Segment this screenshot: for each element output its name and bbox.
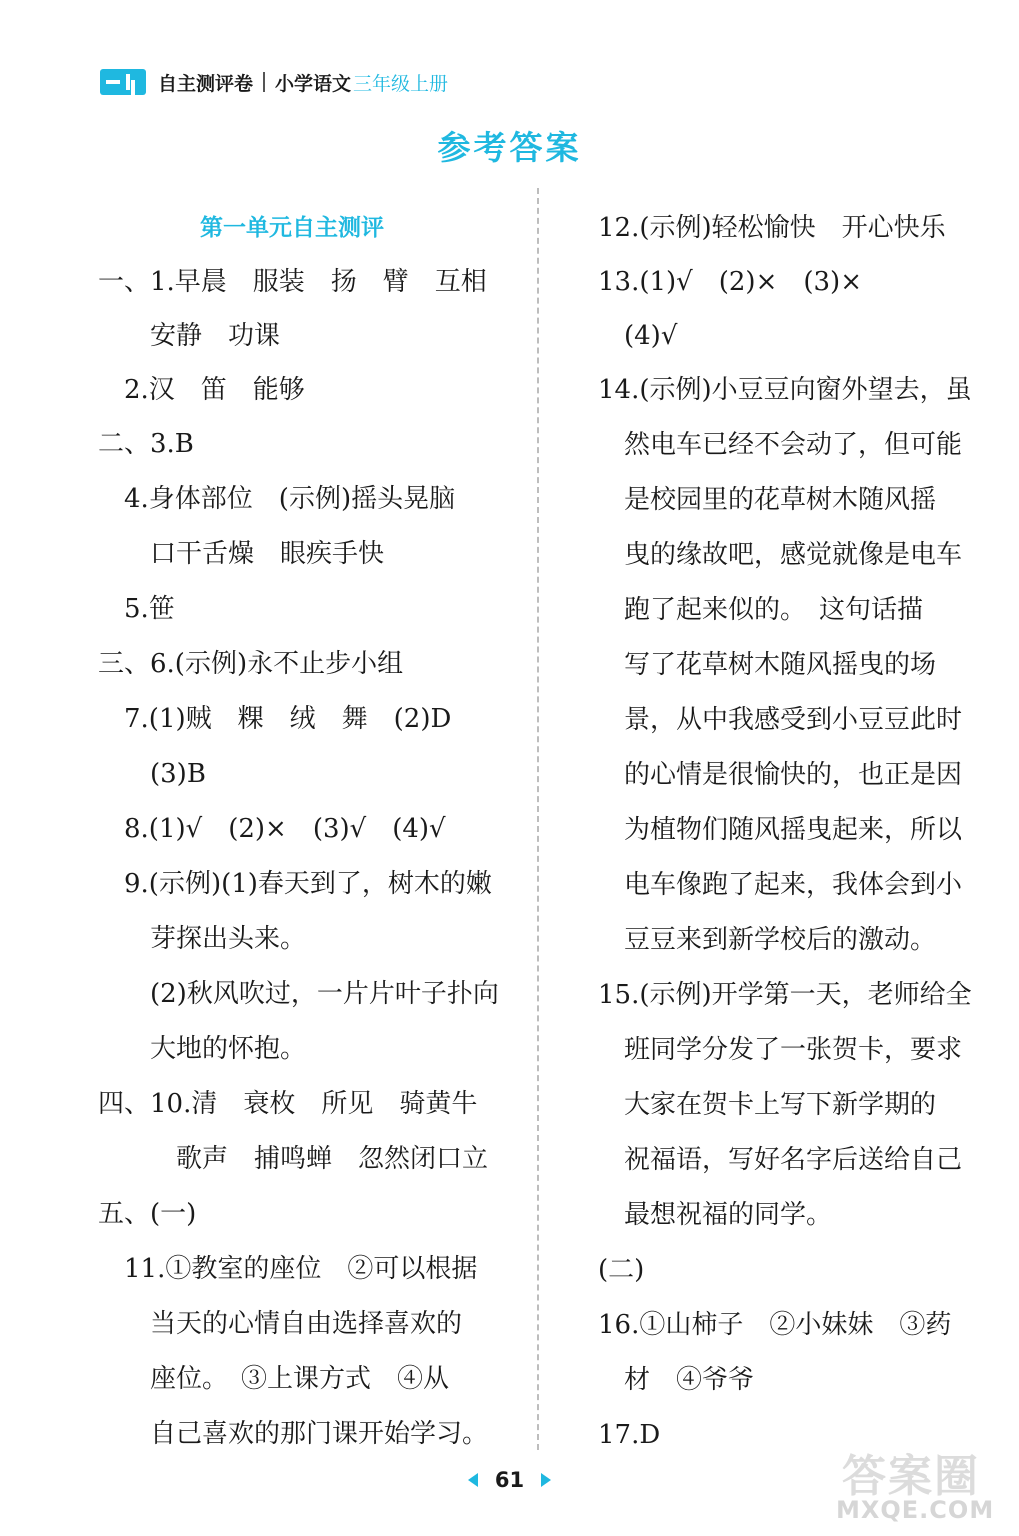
- subject-name: 小学语文: [275, 72, 352, 95]
- answer-line: 歌声 捕鸣蝉 忽然闭口立: [98, 1144, 489, 1174]
- answer-line: 芽探出头来。: [98, 924, 307, 954]
- answer-line: 13.(1)√ (2)× (3)×: [598, 267, 862, 297]
- answer-line: 豆豆来到新学校后的激动。: [598, 925, 937, 955]
- answer-line: 材 ④爷爷: [598, 1365, 755, 1395]
- series-name: 自主测评卷: [158, 72, 254, 95]
- answer-line: 15.(示例)开学第一天，老师给全: [598, 980, 972, 1010]
- answer-line: 5.笹: [98, 594, 175, 624]
- answer-line: 7.(1)贼 粿 绒 舞 (2)D: [98, 704, 452, 734]
- answer-line: (2)秋风吹过，一片片叶子扑向: [98, 979, 499, 1009]
- answer-line: 景，从中我感受到小豆豆此时: [598, 705, 963, 735]
- answer-line: 电车像跑了起来，我体会到小: [598, 870, 963, 900]
- answer-line: 班同学分发了一张贺卡，要求: [598, 1035, 963, 1065]
- watermark-title: 答案圈: [842, 1451, 980, 1502]
- answer-line: 17.D: [598, 1420, 661, 1450]
- answer-line: 为植物们随风摇曳起来，所以: [598, 815, 963, 845]
- answer-line: 自己喜欢的那门课开始学习。: [98, 1419, 489, 1449]
- answer-line: 五、(一): [98, 1199, 197, 1229]
- answer-line: 座位。 ③上课方式 ④从: [98, 1364, 450, 1394]
- answer-line: 11.①教室的座位 ②可以根据: [98, 1254, 478, 1284]
- answer-line: (二): [598, 1255, 645, 1285]
- answer-line: 12.(示例)轻松愉快 开心快乐: [598, 213, 946, 243]
- answer-line: 4.身体部位 (示例)摇头晃脑: [98, 484, 456, 514]
- answer-line: 安静 功课: [98, 321, 281, 351]
- page-header: [100, 66, 448, 98]
- answer-line: (4)√: [598, 321, 678, 351]
- answer-line: 三、6.(示例)永不止步小组: [98, 649, 404, 679]
- answer-line: 最想祝福的同学。: [598, 1200, 833, 1230]
- answer-line: (3)B: [98, 759, 206, 789]
- series-logo-icon: [100, 69, 146, 95]
- triangle-left-icon: [468, 1473, 478, 1487]
- answer-line: 是校园里的花草树木随风摇: [598, 485, 937, 515]
- answer-line: 当天的心情自由选择喜欢的: [98, 1309, 463, 1339]
- page-title: 参考答案: [437, 128, 582, 167]
- answer-line: 的心情是很愉快的，也正是因: [598, 760, 963, 790]
- answer-line: 大家在贺卡上写下新学期的: [598, 1090, 937, 1120]
- answer-line: 大地的怀抱。: [98, 1034, 307, 1064]
- answer-line: 四、10.清 衰枚 所见 骑黄牛: [98, 1089, 478, 1119]
- answer-line: 9.(示例)(1)春天到了，树木的嫩: [98, 869, 492, 899]
- answer-line: 祝福语，写好名字后送给自己: [598, 1145, 963, 1175]
- answer-line: 14.(示例)小豆豆向窗外望去，虽: [598, 375, 972, 405]
- answer-line: 写了花草树木随风摇曳的场: [598, 650, 937, 680]
- answer-line: 二、3.B: [98, 429, 194, 459]
- section-heading: 第一单元自主测评: [200, 215, 384, 241]
- page-number: 61: [494, 1468, 525, 1492]
- answer-line: 然电车已经不会动了，但可能: [598, 430, 963, 460]
- grade-label: 三年级上册: [353, 72, 449, 95]
- answer-line: 跑了起来似的。 这句话描: [598, 595, 924, 625]
- answer-line: 一、1.早晨 服装 扬 臂 互相: [98, 267, 487, 297]
- watermark-url: MXQE.COM: [836, 1496, 995, 1524]
- column-divider: [537, 188, 539, 1450]
- header-separator: [263, 72, 265, 92]
- answer-line: 8.(1)√ (2)× (3)√ (4)√: [98, 814, 446, 844]
- watermark: [830, 1440, 1010, 1530]
- answer-line: 口干舌燥 眼疾手快: [98, 539, 385, 569]
- answer-line: 16.①山柿子 ②小妹妹 ③药: [598, 1310, 952, 1340]
- answer-line: 2.汉 笛 能够: [98, 375, 305, 405]
- answer-line: 曳的缘故吧，感觉就像是电车: [598, 540, 963, 570]
- triangle-right-icon: [541, 1473, 551, 1487]
